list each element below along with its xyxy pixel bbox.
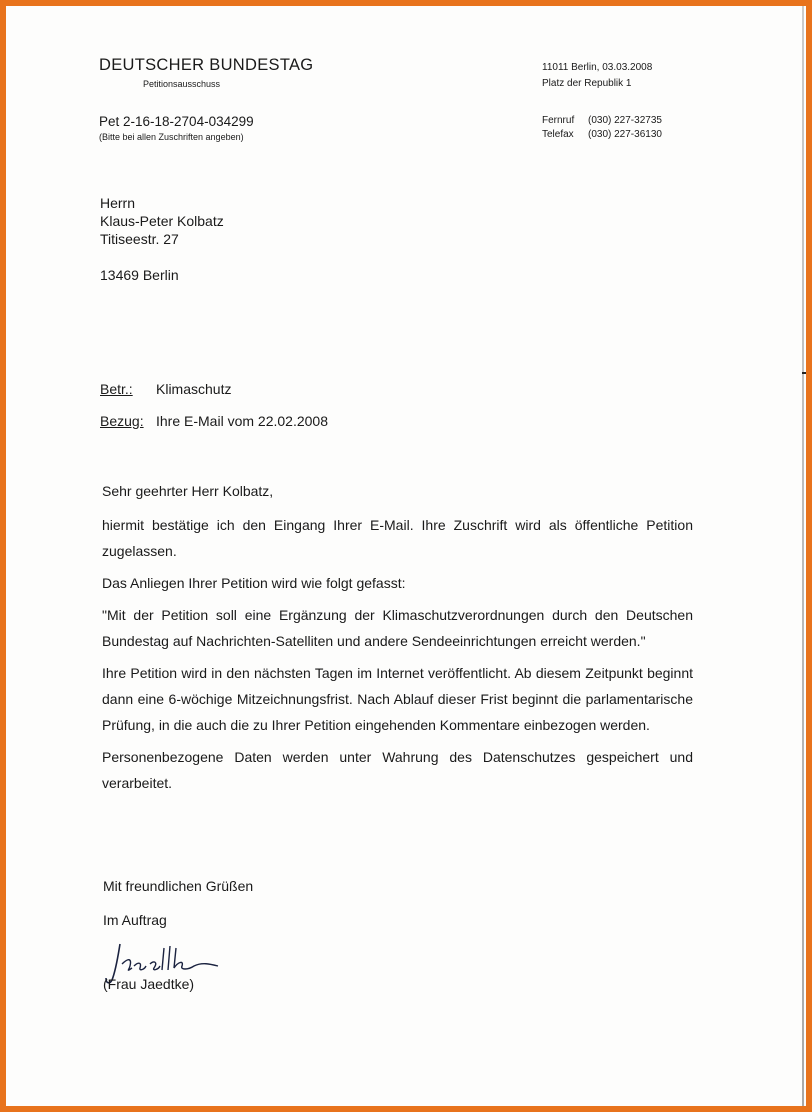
body-paragraph-1: hiermit bestätige ich den Eingang Ihrer E-Mail. Ihre Zuschrift wird als öffentliche Petition zugelassen. xyxy=(102,517,693,559)
fax-line xyxy=(542,129,662,140)
reference-label: Bezug: xyxy=(100,413,144,429)
recipient-block xyxy=(100,194,224,248)
subject-line xyxy=(100,381,231,397)
recipient-salutation: Herrn xyxy=(100,195,136,211)
letter-body xyxy=(102,478,693,796)
city-date: 11011 Berlin, 03.03.2008 xyxy=(542,62,653,73)
recipient-name: Klaus-Peter Kolbatz xyxy=(100,213,224,229)
phone-label: Fernruf xyxy=(542,115,575,126)
signer-name: (Frau Jaedtke) xyxy=(103,976,195,992)
sender-committee: Petitionsausschuss xyxy=(143,79,221,89)
phone-number: (030) 227-32735 xyxy=(588,115,662,126)
page-edge-shadow xyxy=(802,6,804,1106)
reference-value: Ihre E-Mail vom 22.02.2008 xyxy=(156,413,328,429)
body-paragraph-2: Das Anliegen Ihrer Petition wird wie folgt gefasst: xyxy=(102,575,406,591)
recipient-postal: 13469 Berlin xyxy=(100,267,179,283)
reference-line xyxy=(100,413,328,429)
greeting: Sehr geehrter Herr Kolbatz, xyxy=(102,483,274,499)
body-paragraph-4: Ihre Petition wird in den nächsten Tagen im Internet veröffentlicht. Ab diesem Zeitpunkt beginnt dann eine 6-wöchige Mitzeichnungsfrist. Nach Ablauf dieser Frist beginnt die parlamentarische Prüfung, in die auch die zu Ihrer Petition eingehenden Kommentare einbezogen werden. xyxy=(102,665,693,733)
sender-title: DEUTSCHER BUNDESTAG xyxy=(99,56,314,74)
petition-note: (Bitte bei allen Zuschriften angeben) xyxy=(99,132,244,142)
fax-number: (030) 227-36130 xyxy=(588,129,662,140)
recipient-street: Titiseestr. 27 xyxy=(100,231,179,247)
sender-address: Platz der Republik 1 xyxy=(542,78,632,89)
letter-page xyxy=(6,6,806,1106)
closing-on-behalf: Im Auftrag xyxy=(103,912,167,928)
body-paragraph-5: Personenbezogene Daten werden unter Wahrung des Datenschutzes gespeichert und verarbeitet. xyxy=(102,749,693,791)
closing-regards: Mit freundlichen Grüßen xyxy=(103,878,254,894)
subject-value: Klimaschutz xyxy=(156,381,232,397)
fax-label: Telefax xyxy=(542,129,574,140)
petition-number: Pet 2-16-18-2704-034299 xyxy=(99,114,254,129)
body-paragraph-3: "Mit der Petition soll eine Ergänzung der Klimaschutzverordnungen durch den Deutschen Bundestag auf Nachrichten-Satelliten und andere Sendeeinrichtungen erreicht werden." xyxy=(102,607,693,649)
fold-mark xyxy=(802,372,806,374)
subject-label: Betr.: xyxy=(100,381,133,397)
phone-line xyxy=(542,115,662,126)
